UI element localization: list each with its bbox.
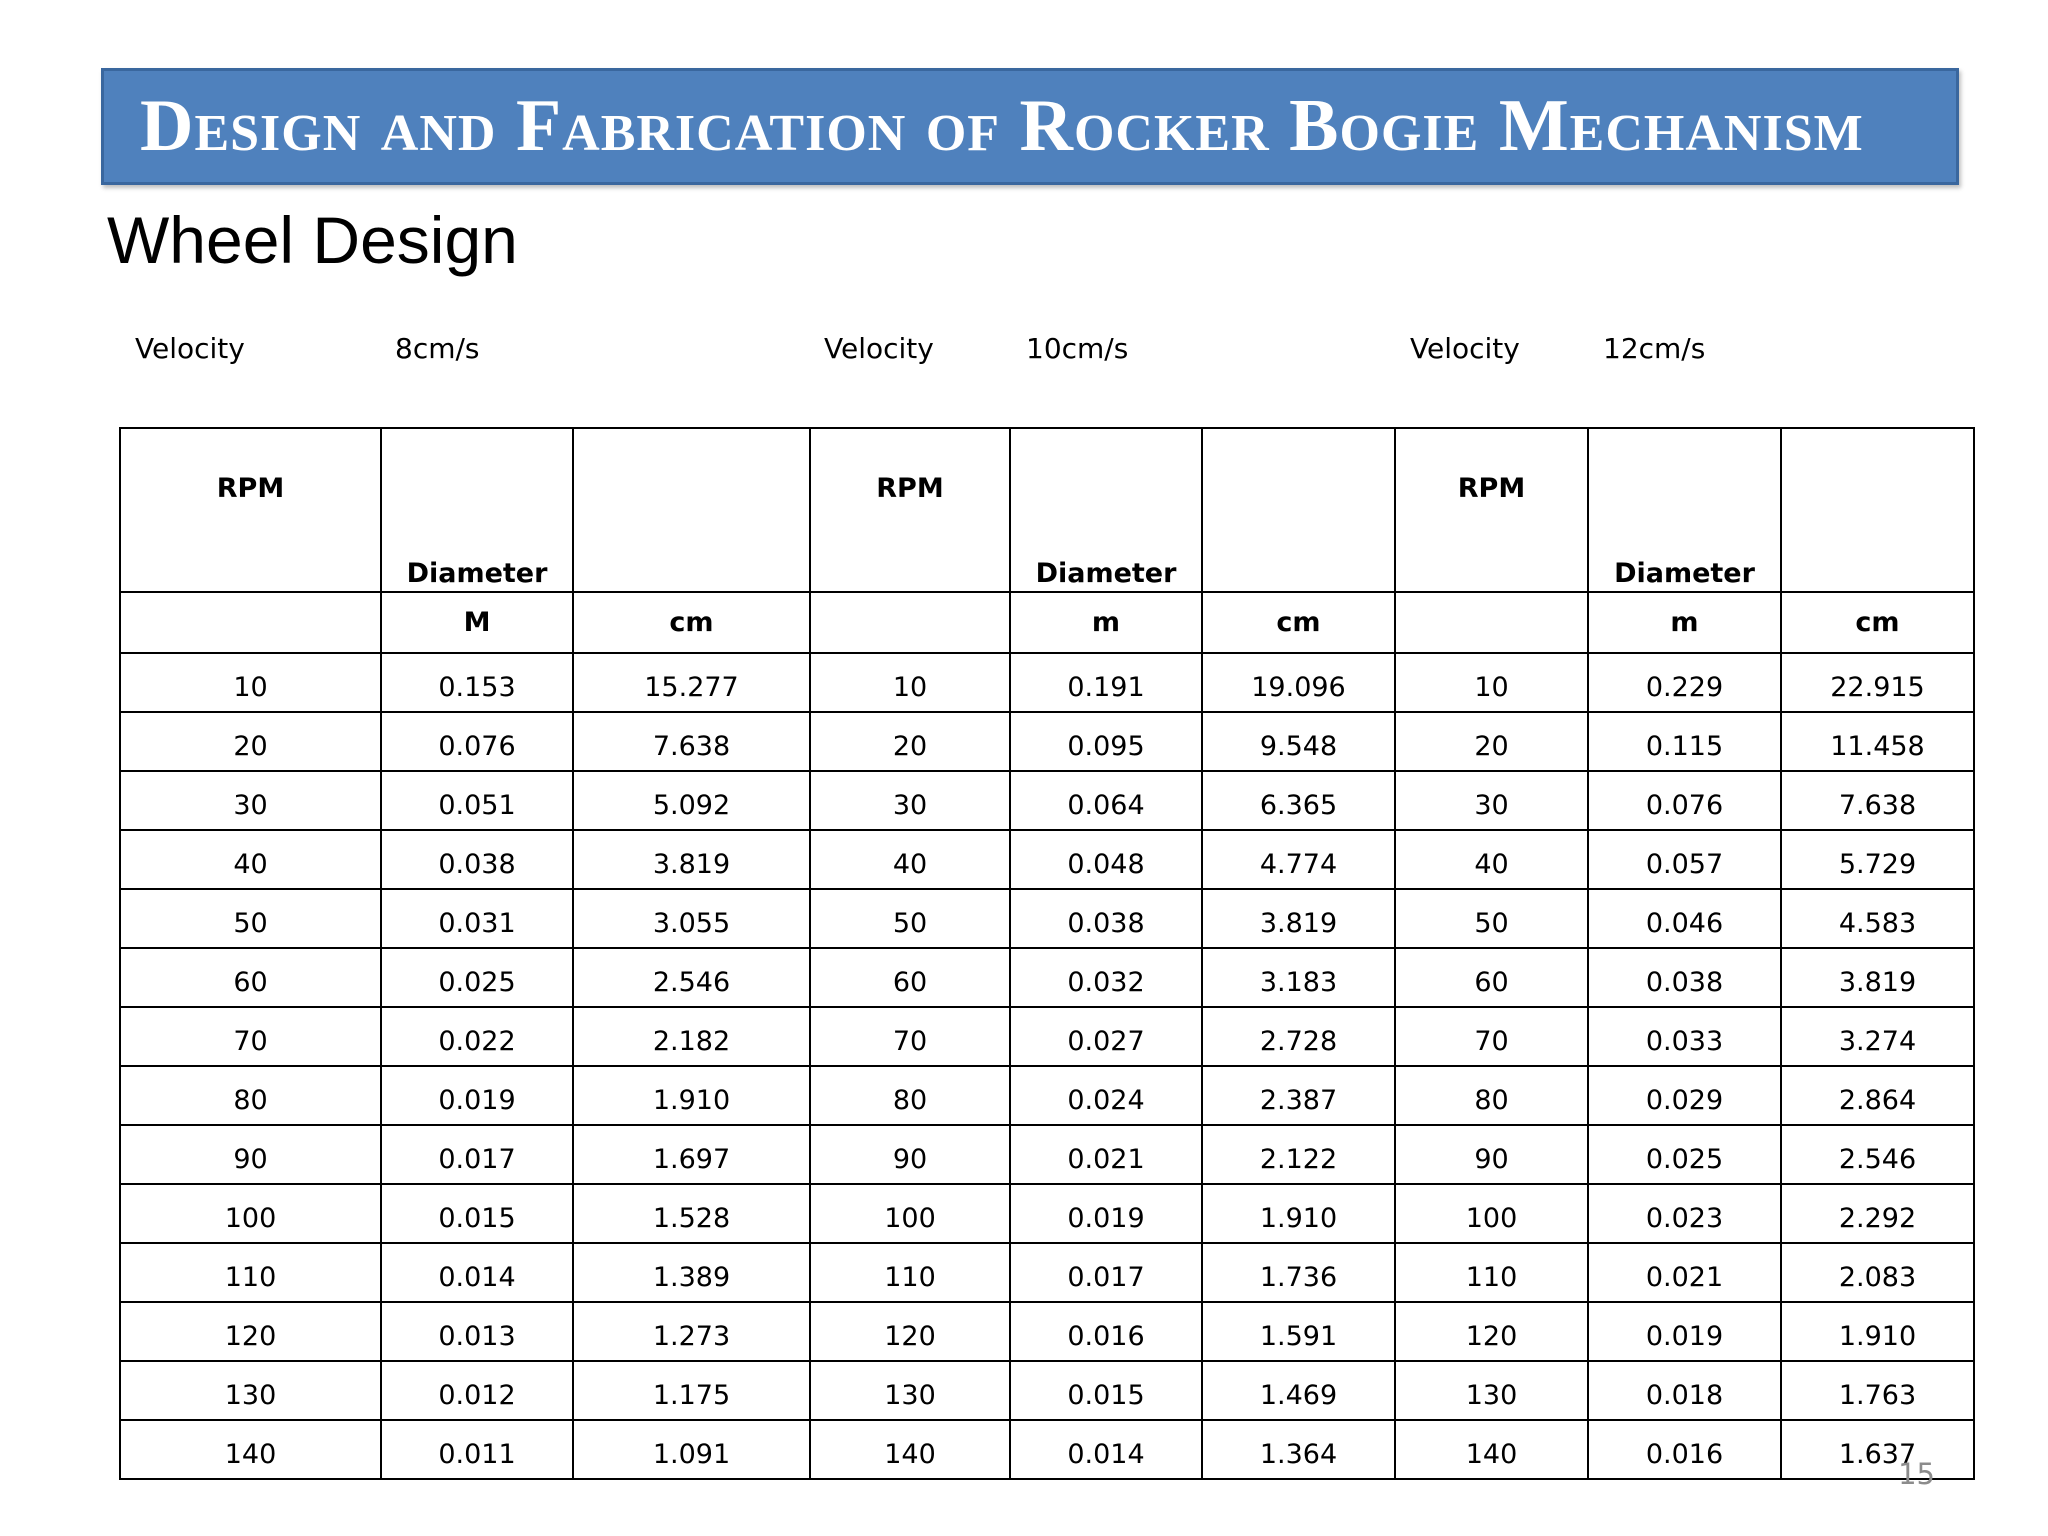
table-cell: 2.387 [1202, 1066, 1395, 1125]
velocity-label-1: Velocity [135, 332, 245, 365]
table-cell: 140 [810, 1420, 1010, 1479]
table-cell: 7.638 [1781, 771, 1974, 830]
table-cell: 1.910 [573, 1066, 810, 1125]
header-cell: Diameter [1010, 428, 1202, 592]
table-row [120, 1184, 1974, 1243]
table-cell: 0.015 [1010, 1361, 1202, 1420]
table-cell: 100 [120, 1184, 381, 1243]
table-cell: 80 [810, 1066, 1010, 1125]
table-cell: 130 [120, 1361, 381, 1420]
table-cell: 0.057 [1588, 830, 1781, 889]
table-cell: 0.076 [381, 712, 573, 771]
table-cell: 140 [1395, 1420, 1588, 1479]
table-cell: 0.023 [1588, 1184, 1781, 1243]
table-cell: 2.083 [1781, 1243, 1974, 1302]
table-cell: 1.469 [1202, 1361, 1395, 1420]
unit-cell: cm [573, 592, 810, 653]
slide-subtitle: Wheel Design [107, 203, 518, 277]
table-cell: 1.389 [573, 1243, 810, 1302]
table-cell: 0.229 [1588, 653, 1781, 712]
table-cell: 1.697 [573, 1125, 810, 1184]
table-cell: 2.182 [573, 1007, 810, 1066]
table-cell: 70 [120, 1007, 381, 1066]
table-cell: 0.153 [381, 653, 573, 712]
table-cell: 0.019 [381, 1066, 573, 1125]
table-cell: 1.091 [573, 1420, 810, 1479]
table-cell: 50 [810, 889, 1010, 948]
table-cell: 9.548 [1202, 712, 1395, 771]
header-cell: RPM [810, 428, 1010, 592]
table-cell: 1.528 [573, 1184, 810, 1243]
table-cell: 100 [1395, 1184, 1588, 1243]
table-cell: 0.011 [381, 1420, 573, 1479]
table-row [120, 1125, 1974, 1184]
table-cell: 0.033 [1588, 1007, 1781, 1066]
unit-cell: M [381, 592, 573, 653]
table-cell: 0.051 [381, 771, 573, 830]
header-cell: RPM [1395, 428, 1588, 592]
table-cell: 4.583 [1781, 889, 1974, 948]
table-cell: 20 [120, 712, 381, 771]
table-cell: 50 [1395, 889, 1588, 948]
velocity-value-3: 12cm/s [1603, 332, 1706, 365]
table-cell: 2.292 [1781, 1184, 1974, 1243]
table-cell: 0.016 [1010, 1302, 1202, 1361]
table-cell: 0.017 [1010, 1243, 1202, 1302]
table-cell: 1.591 [1202, 1302, 1395, 1361]
table-cell: 30 [1395, 771, 1588, 830]
header-cell [1202, 428, 1395, 592]
table-cell: 80 [120, 1066, 381, 1125]
table-cell: 90 [120, 1125, 381, 1184]
table-row [120, 1302, 1974, 1361]
table-cell: 0.019 [1010, 1184, 1202, 1243]
table-cell: 1.175 [573, 1361, 810, 1420]
table-cell: 50 [120, 889, 381, 948]
table-row [120, 1007, 1974, 1066]
unit-cell [810, 592, 1010, 653]
table-cell: 3.274 [1781, 1007, 1974, 1066]
table-cell: 60 [1395, 948, 1588, 1007]
table-cell: 0.038 [1588, 948, 1781, 1007]
table-cell: 0.032 [1010, 948, 1202, 1007]
table-cell: 120 [1395, 1302, 1588, 1361]
table-row [120, 653, 1974, 712]
table-cell: 0.048 [1010, 830, 1202, 889]
table-cell: 0.021 [1010, 1125, 1202, 1184]
velocity-value-2: 10cm/s [1026, 332, 1129, 365]
table-cell: 40 [810, 830, 1010, 889]
table-cell: 2.728 [1202, 1007, 1395, 1066]
title-banner [101, 68, 1959, 185]
table-cell: 120 [810, 1302, 1010, 1361]
header-cell: RPM [120, 428, 381, 592]
table-cell: 1.910 [1202, 1184, 1395, 1243]
table-cell: 0.016 [1588, 1420, 1781, 1479]
table-cell: 5.729 [1781, 830, 1974, 889]
header-cell: Diameter [1588, 428, 1781, 592]
table-cell: 19.096 [1202, 653, 1395, 712]
table-cell: 3.819 [1781, 948, 1974, 1007]
table-cell: 2.546 [1781, 1125, 1974, 1184]
unit-cell: m [1588, 592, 1781, 653]
table-cell: 5.092 [573, 771, 810, 830]
velocity-label-3: Velocity [1410, 332, 1520, 365]
table-cell: 30 [810, 771, 1010, 830]
table-cell: 60 [120, 948, 381, 1007]
table-cell: 1.273 [573, 1302, 810, 1361]
table-cell: 2.122 [1202, 1125, 1395, 1184]
table-cell: 110 [120, 1243, 381, 1302]
table-cell: 60 [810, 948, 1010, 1007]
header-cell: Diameter [381, 428, 573, 592]
table-cell: 3.055 [573, 889, 810, 948]
table-cell: 0.115 [1588, 712, 1781, 771]
slide-title: Design and Fabrication of Rocker Bogie Mechanism [140, 85, 1864, 167]
table-cell: 0.038 [381, 830, 573, 889]
table-cell: 0.014 [1010, 1420, 1202, 1479]
table-cell: 0.031 [381, 889, 573, 948]
table-cell: 20 [1395, 712, 1588, 771]
table-row [120, 712, 1974, 771]
unit-row [120, 592, 1974, 653]
table-cell: 10 [810, 653, 1010, 712]
table-cell: 0.027 [1010, 1007, 1202, 1066]
table-cell: 1.364 [1202, 1420, 1395, 1479]
table-cell: 40 [120, 830, 381, 889]
table-cell: 2.546 [573, 948, 810, 1007]
table-cell: 40 [1395, 830, 1588, 889]
table-cell: 70 [810, 1007, 1010, 1066]
table-cell: 3.183 [1202, 948, 1395, 1007]
unit-cell: m [1010, 592, 1202, 653]
table-cell: 0.029 [1588, 1066, 1781, 1125]
table-cell: 0.021 [1588, 1243, 1781, 1302]
table-cell: 120 [120, 1302, 381, 1361]
table-cell: 7.638 [573, 712, 810, 771]
table-row [120, 830, 1974, 889]
table-cell: 2.864 [1781, 1066, 1974, 1125]
table-cell: 1.637 [1781, 1420, 1974, 1479]
table-cell: 11.458 [1781, 712, 1974, 771]
table-cell: 110 [1395, 1243, 1588, 1302]
table-cell: 0.025 [1588, 1125, 1781, 1184]
table-cell: 70 [1395, 1007, 1588, 1066]
table-cell: 0.014 [381, 1243, 573, 1302]
page-number: 15 [1898, 1457, 1935, 1491]
table-cell: 0.022 [381, 1007, 573, 1066]
unit-cell [1395, 592, 1588, 653]
table-cell: 15.277 [573, 653, 810, 712]
table-cell: 20 [810, 712, 1010, 771]
table-cell: 0.018 [1588, 1361, 1781, 1420]
table-cell: 22.915 [1781, 653, 1974, 712]
table-cell: 0.017 [381, 1125, 573, 1184]
table-cell: 140 [120, 1420, 381, 1479]
table-cell: 100 [810, 1184, 1010, 1243]
table-cell: 4.774 [1202, 830, 1395, 889]
table-cell: 90 [810, 1125, 1010, 1184]
velocity-value-1: 8cm/s [395, 332, 480, 365]
table-cell: 130 [810, 1361, 1010, 1420]
table-cell: 90 [1395, 1125, 1588, 1184]
table-cell: 30 [120, 771, 381, 830]
table-cell: 0.012 [381, 1361, 573, 1420]
table-cell: 0.046 [1588, 889, 1781, 948]
table-cell: 0.024 [1010, 1066, 1202, 1125]
wheel-design-table [119, 427, 1975, 1480]
table-cell: 3.819 [573, 830, 810, 889]
table-row [120, 948, 1974, 1007]
table-cell: 0.064 [1010, 771, 1202, 830]
table-row [120, 1420, 1974, 1479]
unit-cell: cm [1202, 592, 1395, 653]
table-cell: 130 [1395, 1361, 1588, 1420]
velocity-label-2: Velocity [824, 332, 934, 365]
table-cell: 0.038 [1010, 889, 1202, 948]
table-cell: 0.019 [1588, 1302, 1781, 1361]
table-cell: 3.819 [1202, 889, 1395, 948]
header-cell [1781, 428, 1974, 592]
table-cell: 0.013 [381, 1302, 573, 1361]
table-cell: 1.736 [1202, 1243, 1395, 1302]
table-cell: 10 [1395, 653, 1588, 712]
table-cell: 1.763 [1781, 1361, 1974, 1420]
table-row [120, 1066, 1974, 1125]
table-cell: 0.025 [381, 948, 573, 1007]
table-row [120, 771, 1974, 830]
table-cell: 6.365 [1202, 771, 1395, 830]
table-cell: 0.191 [1010, 653, 1202, 712]
unit-cell [120, 592, 381, 653]
table-cell: 80 [1395, 1066, 1588, 1125]
table-row [120, 1361, 1974, 1420]
header-cell [573, 428, 810, 592]
table-row [120, 889, 1974, 948]
table-cell: 0.095 [1010, 712, 1202, 771]
table-cell: 0.076 [1588, 771, 1781, 830]
table-cell: 1.910 [1781, 1302, 1974, 1361]
unit-cell: cm [1781, 592, 1974, 653]
table-cell: 10 [120, 653, 381, 712]
table-cell: 110 [810, 1243, 1010, 1302]
header-row [120, 428, 1974, 592]
table-row [120, 1243, 1974, 1302]
table-cell: 0.015 [381, 1184, 573, 1243]
